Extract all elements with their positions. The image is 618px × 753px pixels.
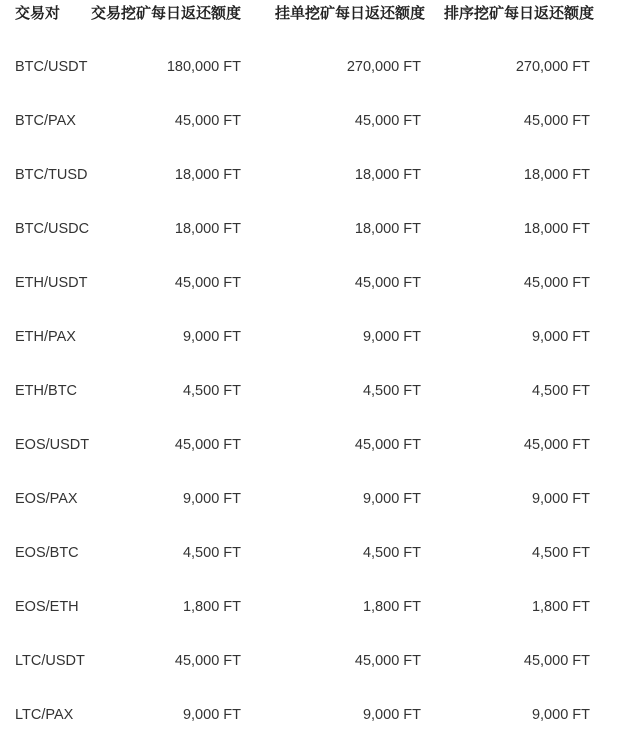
table-row	[0, 468, 618, 522]
table-row	[0, 252, 618, 306]
cell-maker-quota: 9,000 FT	[362, 491, 421, 507]
cell-trade-quota: 180,000 FT	[166, 59, 241, 75]
cell-rank-quota: 45,000 FT	[523, 275, 590, 291]
cell-trading-pair: EOS/ETH	[15, 599, 79, 615]
cell-trading-pair: BTC/USDC	[15, 221, 90, 237]
table-row	[0, 576, 618, 630]
cell-trading-pair: LTC/PAX	[15, 707, 74, 723]
table-row	[0, 306, 618, 360]
cell-trading-pair: LTC/USDT	[15, 653, 85, 669]
cell-trading-pair: EOS/BTC	[15, 545, 79, 561]
cell-trade-quota: 18,000 FT	[174, 167, 241, 183]
table-row	[0, 522, 618, 576]
cell-rank-quota: 9,000 FT	[531, 491, 590, 507]
cell-rank-quota: 45,000 FT	[523, 653, 590, 669]
cell-trading-pair: ETH/PAX	[15, 329, 76, 345]
cell-trade-quota: 45,000 FT	[174, 653, 241, 669]
cell-maker-quota: 9,000 FT	[362, 707, 421, 723]
cell-trading-pair: BTC/USDT	[15, 59, 88, 75]
cell-rank-quota: 4,500 FT	[531, 545, 590, 561]
cell-trading-pair: ETH/BTC	[15, 383, 78, 399]
table-row	[0, 198, 618, 252]
cell-maker-quota: 45,000 FT	[354, 113, 421, 129]
cell-rank-quota: 9,000 FT	[531, 707, 590, 723]
table-row	[0, 90, 618, 144]
cell-maker-quota: 270,000 FT	[346, 59, 421, 75]
cell-trade-quota: 45,000 FT	[174, 437, 241, 453]
cell-maker-quota: 18,000 FT	[354, 167, 421, 183]
cell-trading-pair: EOS/USDT	[15, 437, 90, 453]
cell-maker-quota: 9,000 FT	[362, 329, 421, 345]
cell-maker-quota: 45,000 FT	[354, 437, 421, 453]
cell-trading-pair: BTC/PAX	[15, 113, 76, 129]
cell-rank-quota: 270,000 FT	[515, 59, 590, 75]
cell-maker-quota: 1,800 FT	[362, 599, 421, 615]
header-maker-mining-quota: 挂单挖矿每日返还额度	[274, 5, 425, 22]
cell-trade-quota: 9,000 FT	[182, 329, 241, 345]
cell-maker-quota: 45,000 FT	[354, 653, 421, 669]
table-row	[0, 414, 618, 468]
cell-rank-quota: 18,000 FT	[523, 167, 590, 183]
cell-rank-quota: 1,800 FT	[531, 599, 590, 615]
cell-maker-quota: 45,000 FT	[354, 275, 421, 291]
header-trading-pair: 交易对	[15, 5, 61, 22]
cell-rank-quota: 4,500 FT	[531, 383, 590, 399]
cell-maker-quota: 4,500 FT	[362, 383, 421, 399]
cell-rank-quota: 45,000 FT	[523, 113, 590, 129]
cell-trade-quota: 45,000 FT	[174, 275, 241, 291]
cell-trading-pair: ETH/USDT	[15, 275, 88, 291]
header-trade-mining-quota: 交易挖矿每日返还额度	[90, 5, 241, 22]
cell-trade-quota: 4,500 FT	[182, 545, 241, 561]
table-row	[0, 684, 618, 738]
cell-rank-quota: 9,000 FT	[531, 329, 590, 345]
header-rank-mining-quota: 排序挖矿每日返还额度	[443, 5, 594, 22]
cell-trade-quota: 45,000 FT	[174, 113, 241, 129]
cell-trading-pair: BTC/TUSD	[15, 167, 88, 183]
cell-maker-quota: 18,000 FT	[354, 221, 421, 237]
cell-rank-quota: 18,000 FT	[523, 221, 590, 237]
table-row	[0, 360, 618, 414]
cell-trade-quota: 1,800 FT	[182, 599, 241, 615]
cell-trading-pair: EOS/PAX	[15, 491, 78, 507]
cell-maker-quota: 4,500 FT	[362, 545, 421, 561]
cell-trade-quota: 4,500 FT	[182, 383, 241, 399]
table-row	[0, 630, 618, 684]
cell-trade-quota: 18,000 FT	[174, 221, 241, 237]
table-row	[0, 144, 618, 198]
table-body	[0, 36, 618, 738]
cell-trade-quota: 9,000 FT	[182, 491, 241, 507]
cell-rank-quota: 45,000 FT	[523, 437, 590, 453]
table-row	[0, 36, 618, 90]
table-header	[0, 0, 618, 36]
cell-trade-quota: 9,000 FT	[182, 707, 241, 723]
